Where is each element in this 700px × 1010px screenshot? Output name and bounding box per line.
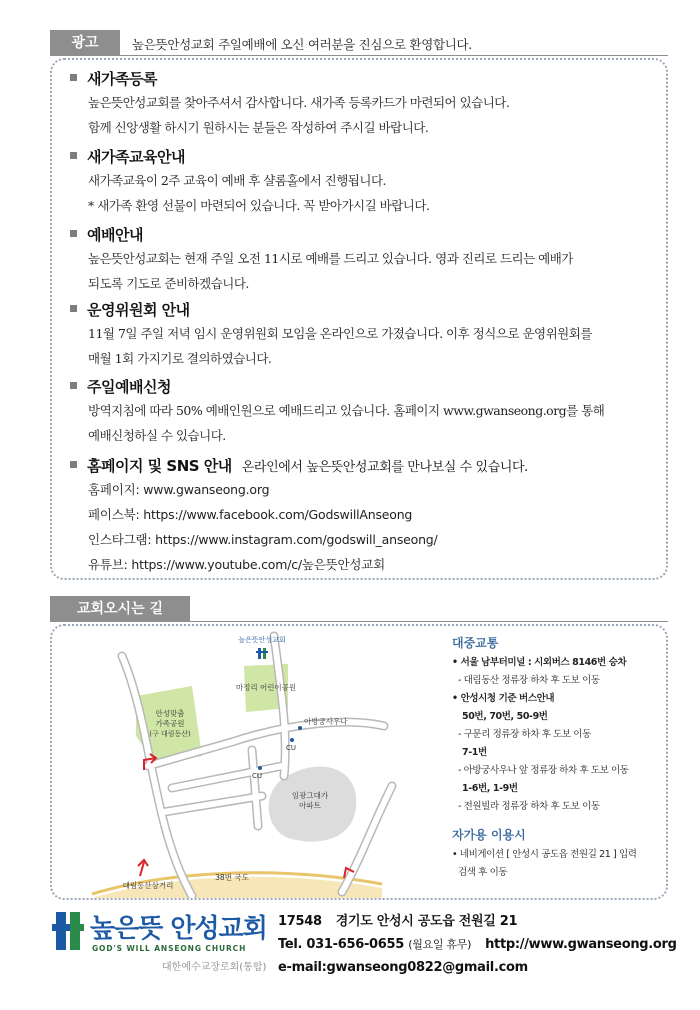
map-highway-label: 38번 국도 (215, 873, 249, 882)
news-item-new-family (70, 68, 660, 140)
news-text: * 새가족 환영 선물이 마련되어 있습니다. 꼭 받아가시길 바랍니다. (88, 198, 430, 213)
news-text: 방역지침에 따라 50% 예배인원으로 예배드리고 있습니다. 홈페이지 www.gwanseong.org를 통해 (88, 403, 605, 418)
church-logo-icon (52, 910, 86, 952)
homepage-link[interactable]: 홈페이지: www.gwanseong.org (88, 482, 270, 497)
square-bullet-icon (70, 74, 77, 81)
map-apartment-label-2: 아파트 (299, 801, 321, 810)
map-family-park-label-2: 가족공원 (155, 719, 185, 728)
sns-subtitle: 온라인에서 높은뜻안성교회를 만나보실 수 있습니다. (241, 460, 528, 475)
square-bullet-icon (70, 382, 77, 389)
map-bus-stop-label: 아방궁사우나 (304, 717, 348, 726)
website-link[interactable]: http://www.gwanseong.org (485, 937, 677, 952)
instagram-link[interactable]: 인스타그램: https://www.instagram.com/godswill_anseong/ (88, 532, 438, 547)
postal-code: 17548 (278, 914, 322, 929)
transit-line: - 아방궁사우나 앞 정류장 하차 후 도보 이동 (458, 765, 629, 776)
news-item-committee (70, 299, 660, 371)
news-title: 새가족등록 (87, 70, 157, 88)
ad-headline: 높은뜻안성교회 주일예배에 오신 여러분을 진심으로 환영합니다. (132, 37, 472, 52)
logo-name: 높은뜻 안성교회 (90, 914, 267, 944)
news-title: 새가족교육안내 (87, 148, 185, 166)
news-item-worship (70, 224, 660, 296)
news-text: 예배신청하실 수 있습니다. (88, 428, 226, 443)
map-church-label: 높은뜻안성교회 (238, 636, 286, 644)
facebook-link[interactable]: 페이스북: https://www.facebook.com/GodswillAnseong (88, 507, 413, 522)
map-family-park-label-1: 안성맞춤 (155, 709, 185, 718)
transit-line: • 서울 남부터미널 : 시외버스 8146번 승차 (452, 657, 627, 668)
transit-line: 50번, 70번, 50-9번 (462, 711, 548, 722)
phone[interactable]: Tel. 031-656-0655 (278, 937, 405, 952)
car-line: • 네비게이션 [ 안성시 공도읍 전원길 21 ] 입력 (452, 849, 637, 860)
bus-stop-marker-icon (298, 726, 302, 730)
cu-marker-icon (290, 738, 294, 742)
transit-line: - 전원빌라 정류장 하차 후 도보 이동 (458, 801, 600, 812)
news-title: 홈페이지 및 SNS 안내 (87, 457, 232, 475)
square-bullet-icon (70, 152, 77, 159)
address: 경기도 안성시 공도읍 전원길 21 (335, 914, 518, 929)
map-cu-label: CU (286, 744, 297, 752)
ad-section-tab: 광고 (50, 30, 120, 56)
directions-section-tab: 교회오시는 길 (50, 596, 190, 622)
car-heading: 자가용 이용시 (452, 828, 526, 842)
cu-marker-icon (258, 766, 262, 770)
location-map (52, 626, 440, 898)
news-text: 되도록 기도로 준비하겠습니다. (88, 276, 249, 291)
news-title: 예배안내 (87, 226, 143, 244)
map-family-park-label-3: (구 대림동산) (149, 730, 191, 738)
logo-english: GOD'S WILL ANSEONG CHURCH (92, 944, 247, 953)
map-children-park-label: 마정리 어린이공원 (235, 683, 297, 692)
news-title: 주일예배신청 (87, 378, 171, 396)
news-text: 높은뜻안성교회는 현재 주일 오전 11시로 예배를 드리고 있습니다. 영과 진리로 드리는 예배가 (88, 251, 573, 266)
church-marker-icon (256, 648, 268, 659)
news-text: 높은뜻안성교회를 찾아주셔서 감사합니다. 새가족 등록카드가 마련되어 있습니다. (88, 95, 510, 110)
news-text: 11월 7일 주일 저녁 임시 운영위원회 모임을 온라인으로 가졌습니다. 이후 정식으로 운영위원회를 (88, 326, 592, 341)
news-item-new-family-education (70, 146, 660, 218)
transit-line: 1-6번, 1-9번 (462, 783, 518, 794)
transit-heading: 대중교통 (452, 636, 499, 650)
news-text: 매월 1회 가지기로 결의하였습니다. (88, 351, 272, 366)
route-arrow-icon (138, 860, 148, 876)
square-bullet-icon (70, 305, 77, 312)
car-line: 검색 후 이동 (458, 867, 508, 878)
phone-note: (월요일 휴무) (408, 938, 472, 951)
map-apartment-label-1: 임광그대가 (291, 791, 329, 800)
square-bullet-icon (70, 461, 77, 468)
square-bullet-icon (70, 230, 77, 237)
transit-line: • 안성시청 기준 버스안내 (452, 693, 555, 704)
contact-info (278, 910, 677, 979)
map-junction-label: 대림동산삼거리 (122, 881, 174, 890)
divider (120, 55, 668, 56)
transit-info (452, 632, 662, 882)
news-text: 함께 신앙생활 하시기 원하시는 분들은 작성하여 주시길 바랍니다. (88, 120, 429, 135)
map-cu-label: CU (252, 772, 263, 780)
transit-line: 7-1번 (462, 747, 487, 758)
news-item-sns (70, 455, 660, 577)
transit-line: - 대림동산 정류장 하차 후 도보 이동 (458, 675, 600, 686)
church-logo (52, 908, 272, 978)
transit-line: - 구문리 정류장 하차 후 도보 이동 (458, 729, 591, 740)
denomination: 대한예수교장로회(통합) (162, 962, 267, 973)
email-link[interactable]: e-mail:gwanseong0822@gmail.com (278, 960, 528, 975)
youtube-link[interactable]: 유튜브: https://www.youtube.com/c/높은뜻안성교회 (88, 557, 386, 572)
news-text: 새가족교육이 2주 교육이 예배 후 샬롬홀에서 진행됩니다. (88, 173, 386, 188)
news-item-worship-signup (70, 376, 660, 448)
news-title: 운영위원회 안내 (87, 301, 190, 319)
divider (190, 621, 668, 622)
